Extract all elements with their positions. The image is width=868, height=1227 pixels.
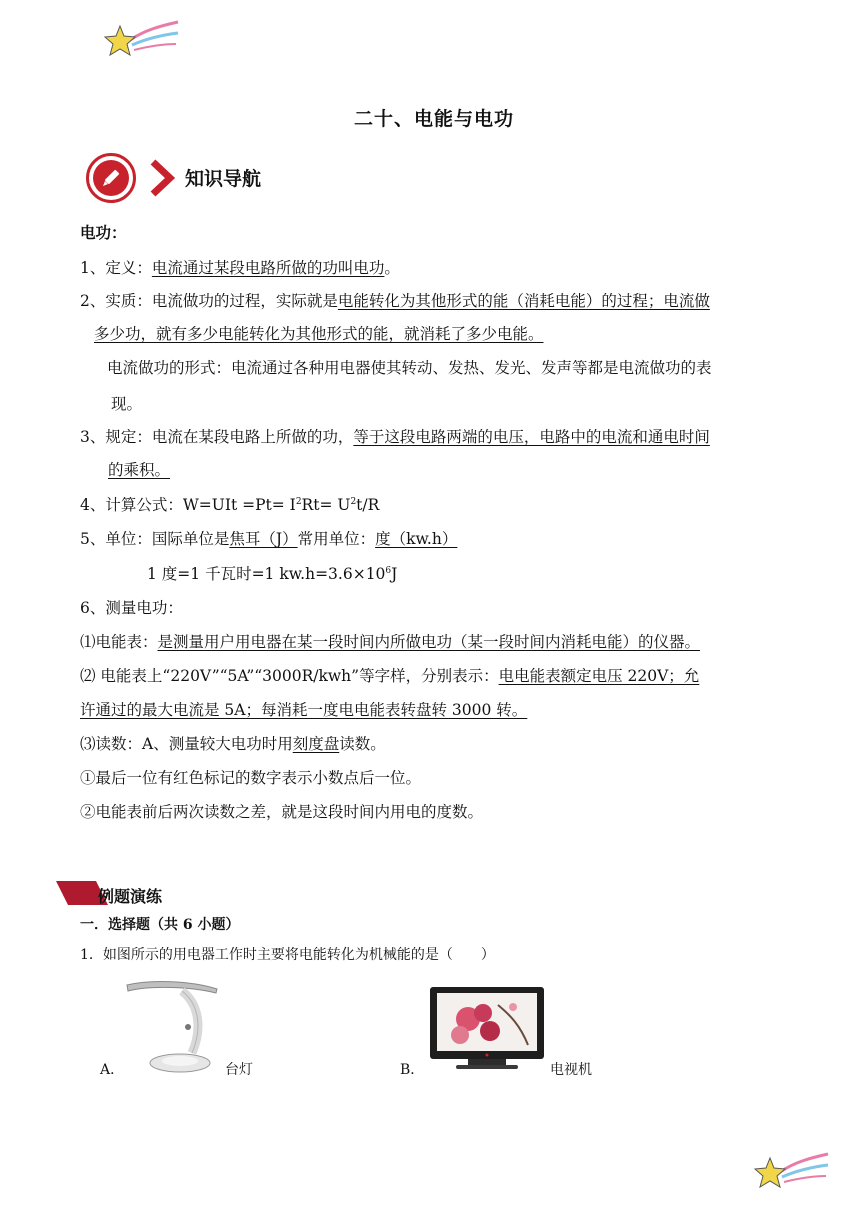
section-heading: 电功：	[80, 223, 127, 242]
television-image	[428, 985, 546, 1071]
measure-item-1: ⑴电能表：是测量用户用电器在某一段时间内所做电功（某一段时间内消耗电能）的仪器。	[80, 633, 701, 651]
note-2: ②电能表前后两次读数之差，就是这段时间内用电的度数。	[80, 803, 484, 821]
form-line2: 现。	[111, 395, 143, 413]
chevron-right-icon	[148, 158, 176, 198]
shooting-star-icon	[100, 18, 180, 64]
nav-label: 知识导航	[185, 168, 262, 190]
essence-line2: 多少功，就有多少电能转化为其他形式的能，就消耗了多少电能。	[94, 325, 544, 343]
units: 5、单位：国际单位是焦耳（J）常用单位：度（kw.h）	[80, 530, 458, 548]
shooting-star-icon-bottom	[750, 1150, 830, 1196]
measure-item-3: ⑶读数：A、测量较大电功时用刻度盘读数。	[80, 735, 386, 753]
page-title: 二十、电能与电功	[353, 108, 514, 130]
formula: 4、计算公式：$W=UIt =Pt= I^2Rt= U^2t/R$	[80, 496, 380, 514]
option-a-label: 台灯	[225, 1062, 253, 1078]
essence-line1: 2、实质：电流做功的过程，实际就是电能转化为其他形式的能（消耗电能）的过程；电流做	[80, 292, 710, 310]
option-b-letter: B．	[400, 1062, 425, 1078]
option-a-letter: A．	[100, 1062, 125, 1078]
measure-item-2-line2: 许通过的最大电流是 5A；每消耗一度电电能表转盘转 3000 转。	[80, 701, 528, 719]
question-section: 一．选择题（共 6 小题）	[80, 917, 240, 933]
desk-lamp-image	[122, 975, 222, 1077]
option-b-label: 电视机	[550, 1062, 592, 1078]
pencil-badge-icon	[86, 153, 136, 203]
measure-item-2-line1: ⑵ 电能表上“220V”“5A”“3000R/kwh”等字样，分别表示：电电能表额定电压 220V；允	[80, 667, 700, 685]
measure-heading: 6、测量电功：	[80, 599, 183, 617]
definition: 1、定义：电流通过某段电路所做的功叫电功。	[80, 259, 400, 277]
rule-line1: 3、规定：电流在某段电路上所做的功，等于这段电路两端的电压，电路中的电流和通电时间	[80, 428, 710, 446]
conversion: 1 度=1 千瓦时=1 $kw.h=3.6\times 10^6J$	[147, 565, 398, 583]
practice-label: 例题演练	[98, 887, 163, 906]
rule-line2: 的乘积。	[108, 461, 171, 479]
form-line1: 电流做功的形式：电流通过各种用电器使其转动、发热、发光、发声等都是电流做功的表	[107, 359, 712, 377]
note-1: ①最后一位有红色标记的数字表示小数点后一位。	[80, 769, 422, 787]
question-1: 1．如图所示的用电器工作时主要将电能转化为机械能的是（ ）	[80, 947, 495, 963]
